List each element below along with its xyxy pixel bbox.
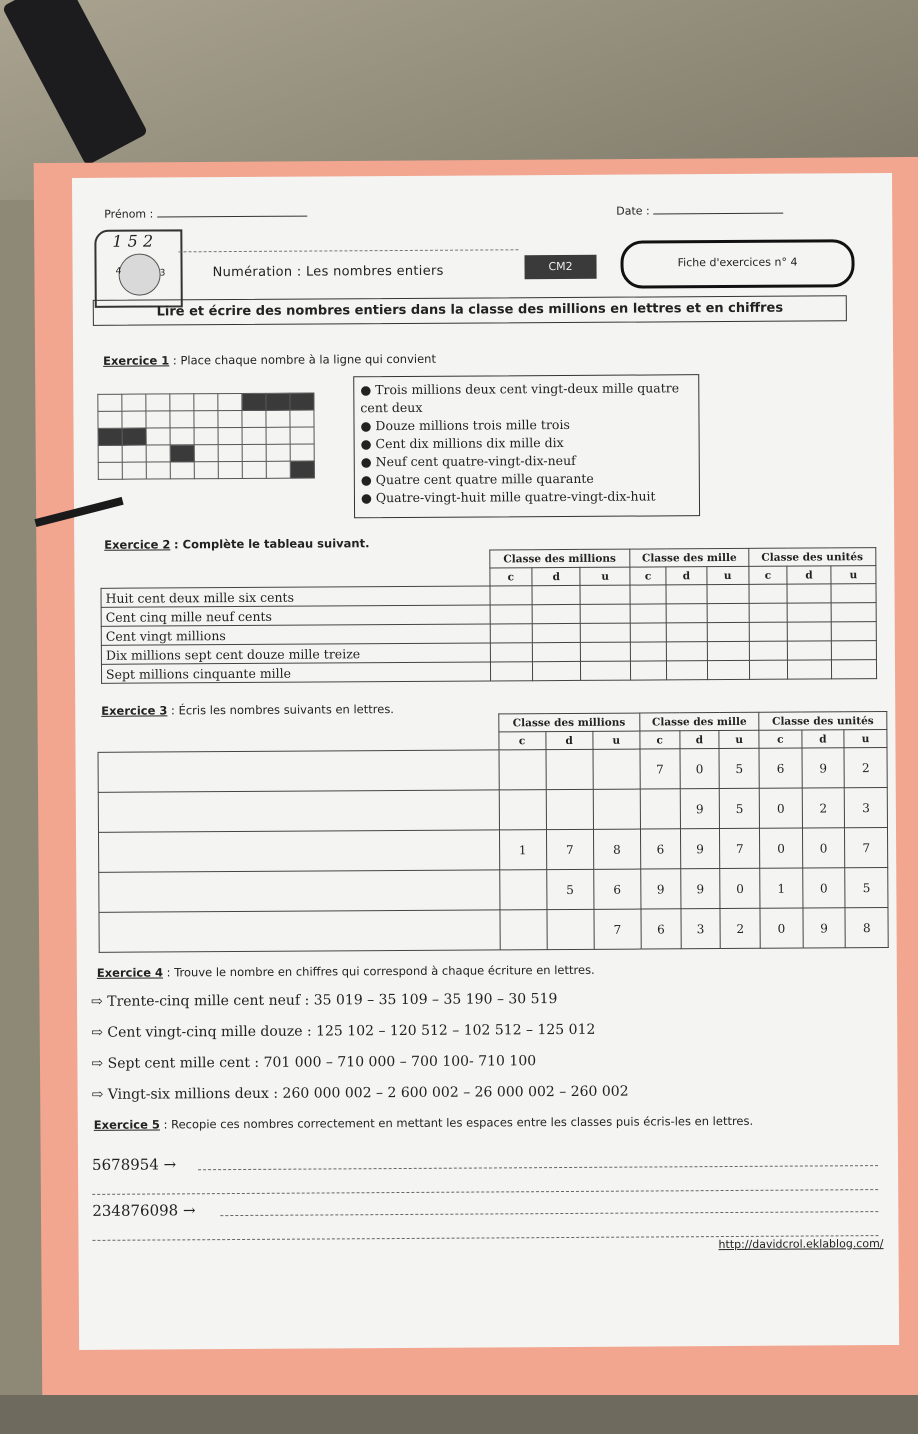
digit-cell: 1 xyxy=(499,830,546,870)
digit-cell xyxy=(499,750,546,790)
digit-cell: 9 xyxy=(680,789,720,829)
date-line xyxy=(653,213,783,215)
answer-cell[interactable] xyxy=(707,660,749,679)
answer-cell[interactable] xyxy=(831,584,876,603)
digit-cell: 7 xyxy=(594,909,641,949)
answer-cell[interactable] xyxy=(749,584,788,603)
answer-line[interactable] xyxy=(98,790,499,832)
answer-line[interactable] xyxy=(92,1189,878,1195)
ex2-row-label: Sept millions cinquante mille xyxy=(101,662,490,683)
answer-cell[interactable] xyxy=(831,641,876,660)
ex4-label: Exercice 4 xyxy=(96,965,164,980)
ex4-list xyxy=(91,991,629,1118)
table-row xyxy=(98,788,887,833)
answer-cell[interactable] xyxy=(831,603,876,622)
col-c: c xyxy=(759,730,802,748)
list-item: ⇨ Trente-cinq mille cent neuf : 35 019 – 35 109 – 35 190 – 30 519 xyxy=(90,991,558,1010)
answer-cell[interactable] xyxy=(831,622,876,641)
col-c: c xyxy=(498,732,545,750)
digit-cell: 2 xyxy=(802,788,845,828)
answer-cell[interactable] xyxy=(532,623,580,642)
digit-cell: 3 xyxy=(845,788,888,828)
answer-cell[interactable] xyxy=(707,603,749,622)
digit-cell: 2 xyxy=(720,908,760,948)
answer-cell[interactable] xyxy=(831,660,876,679)
digit-cell xyxy=(640,789,680,829)
ex1-instruction: : Place chaque nombre à la ligne qui convient xyxy=(172,351,436,368)
answer-cell[interactable] xyxy=(749,660,788,679)
worksheet xyxy=(72,173,899,1350)
col-c: c xyxy=(489,568,532,586)
digit-cell: 7 xyxy=(720,828,760,868)
digit-cell: 6 xyxy=(759,748,802,788)
answer-cell[interactable] xyxy=(581,642,631,661)
ex5-label: Exercice 5 xyxy=(93,1117,160,1132)
ex1-word: ● Quatre cent quatre mille quarante xyxy=(360,470,594,488)
answer-cell[interactable] xyxy=(667,661,708,680)
answer-cell[interactable] xyxy=(707,584,749,603)
ex2-row-label: Cent cinq mille neuf cents xyxy=(101,605,490,626)
answer-cell[interactable] xyxy=(788,660,832,679)
digit-cell: 6 xyxy=(640,829,680,869)
digit-cell: 0 xyxy=(759,788,802,828)
col-u: u xyxy=(593,731,640,749)
answer-cell[interactable] xyxy=(630,585,666,604)
ex3-label: Exercice 3 xyxy=(101,703,168,718)
footer-link[interactable]: http://davidcrol.eklablog.com/ xyxy=(718,1237,884,1252)
digit-cell: 5 xyxy=(719,748,759,788)
logo-box xyxy=(94,229,182,308)
digit-cell: 5 xyxy=(546,869,593,909)
digit-cell: 8 xyxy=(593,829,640,869)
header-dotted-line xyxy=(178,249,518,252)
answer-cell[interactable] xyxy=(787,584,831,603)
list-item: ⇨ Sept cent mille cent : 701 000 – 710 000 – 700 100- 710 100 xyxy=(91,1053,537,1072)
answer-cell[interactable] xyxy=(490,605,533,624)
ex1-word-list xyxy=(353,374,700,518)
answer-cell[interactable] xyxy=(787,603,831,622)
col-u: u xyxy=(844,730,887,748)
col-d: d xyxy=(802,730,845,748)
ex4-instruction: : Trouve le nombre en chiffres qui correspond à chaque écriture en lettres. xyxy=(166,962,595,980)
digit-cell xyxy=(546,789,593,829)
digit-cell: 0 xyxy=(802,828,845,868)
digit-cell: 7 xyxy=(845,828,888,868)
digit-cell xyxy=(499,910,546,950)
answer-cell[interactable] xyxy=(630,604,666,623)
answer-cell[interactable] xyxy=(580,585,630,604)
header-class-mille: Classe des mille xyxy=(630,548,749,567)
answer-line[interactable] xyxy=(99,870,500,912)
list-item: ⇨ Cent vingt-cinq mille douze : 125 102 – 120 512 – 102 512 – 125 012 xyxy=(91,1021,596,1041)
col-u: u xyxy=(580,567,630,585)
digit-cell: 7 xyxy=(546,829,593,869)
ex1-word: ● Trois millions deux cent vingt-deux mille quatre cent deux xyxy=(360,380,680,416)
digit-cell: 9 xyxy=(641,869,681,909)
col-c: c xyxy=(640,731,680,749)
logo-number-right: 3 xyxy=(159,268,166,279)
digit-cell: 0 xyxy=(720,868,760,908)
ex3-table xyxy=(97,711,888,953)
digit-cell xyxy=(593,749,640,789)
background-floor xyxy=(0,1395,918,1434)
header-class-unites: Classe des unités xyxy=(759,712,887,731)
digit-cell: 6 xyxy=(641,909,681,949)
main-title: Lire et écrire des nombres entiers dans la classe des millions en lettres et en chiffres xyxy=(93,295,847,326)
header-class-millions: Classe des millions xyxy=(498,713,640,732)
answer-cell[interactable] xyxy=(788,622,832,641)
digit-cell: 0 xyxy=(802,868,845,908)
answer-line[interactable] xyxy=(220,1211,878,1216)
answer-cell[interactable] xyxy=(490,662,533,681)
digit-cell xyxy=(547,909,594,949)
ex2-row-label: Huit cent deux mille six cents xyxy=(101,586,490,607)
answer-cell[interactable] xyxy=(490,624,533,643)
digit-cell: 5 xyxy=(720,788,760,828)
answer-cell[interactable] xyxy=(631,661,667,680)
answer-cell[interactable] xyxy=(666,604,707,623)
col-u: u xyxy=(719,730,759,748)
col-d: d xyxy=(680,731,720,749)
table-row xyxy=(99,868,888,913)
ex2-label: Exercice 2 xyxy=(104,537,171,552)
answer-cell[interactable] xyxy=(532,585,580,604)
ex1-word: ● Douze millions trois mille trois xyxy=(360,416,570,434)
ex1-heading xyxy=(103,352,436,368)
ex5-heading xyxy=(94,1114,753,1132)
digit-cell: 0 xyxy=(760,908,803,948)
prenom-field xyxy=(104,207,307,221)
prenom-line xyxy=(157,216,307,218)
ex1-word: ● Quatre-vingt-huit mille quatre-vingt-dix-huit xyxy=(360,488,656,506)
ex3-instruction: : Écris les nombres suivants en lettres. xyxy=(170,702,394,718)
table-row xyxy=(98,828,887,873)
answer-line[interactable] xyxy=(99,910,500,952)
digit-cell: 0 xyxy=(680,749,720,789)
answer-cell[interactable] xyxy=(580,604,630,623)
logo-digits: 1 5 2 xyxy=(112,231,154,251)
level-badge: CM2 xyxy=(524,255,596,279)
digit-cell: 9 xyxy=(680,829,720,869)
ex1-word: ● Cent dix millions dix mille dix xyxy=(360,435,564,452)
table-row xyxy=(101,660,876,684)
col-c: c xyxy=(749,566,788,584)
digit-cell: 1 xyxy=(760,868,803,908)
list-item: ⇨ Vingt-six millions deux : 260 000 002 – 2 600 002 – 26 000 002 – 260 002 xyxy=(91,1083,629,1103)
ex2-table xyxy=(100,547,877,684)
digit-cell: 9 xyxy=(802,748,845,788)
digit-cell: 7 xyxy=(640,749,680,789)
date-field xyxy=(616,204,783,218)
col-d: d xyxy=(666,567,707,585)
answer-cell[interactable] xyxy=(667,642,708,661)
col-d: d xyxy=(546,731,593,749)
answer-cell[interactable] xyxy=(581,661,631,680)
answer-cell[interactable] xyxy=(630,623,666,642)
col-d: d xyxy=(532,567,580,585)
date-label: Date : xyxy=(616,204,650,218)
answer-line[interactable] xyxy=(198,1165,878,1170)
table-row xyxy=(99,908,888,953)
header-class-mille: Classe des mille xyxy=(640,712,759,731)
digit-cell: 9 xyxy=(680,869,720,909)
answer-cell[interactable] xyxy=(631,642,667,661)
answer-cell[interactable] xyxy=(666,585,707,604)
col-c: c xyxy=(630,567,666,585)
logo-number-left: 4 xyxy=(115,266,122,277)
digit-cell xyxy=(499,790,546,830)
ex2-row-label: Dix millions sept cent douze mille treize xyxy=(101,643,490,664)
answer-cell[interactable] xyxy=(749,603,788,622)
digit-cell: 0 xyxy=(760,828,803,868)
ex5-item-2: 234876098 → xyxy=(92,1201,196,1220)
answer-cell[interactable] xyxy=(489,586,532,605)
digit-cell: 5 xyxy=(845,868,888,908)
answer-cell[interactable] xyxy=(666,623,707,642)
digit-cell xyxy=(499,870,546,910)
answer-cell[interactable] xyxy=(532,604,580,623)
answer-cell[interactable] xyxy=(788,641,832,660)
digit-cell: 9 xyxy=(803,908,846,948)
digit-cell xyxy=(546,749,593,789)
answer-cell[interactable] xyxy=(533,642,581,661)
answer-cell[interactable] xyxy=(749,641,788,660)
digit-cell xyxy=(593,789,640,829)
answer-cell[interactable] xyxy=(707,641,749,660)
ex1-grid xyxy=(97,393,315,480)
prenom-label: Prénom : xyxy=(104,207,154,221)
digit-cell: 2 xyxy=(844,748,887,788)
col-u: u xyxy=(707,566,749,584)
answer-cell[interactable] xyxy=(581,623,631,642)
digit-cell: 6 xyxy=(593,869,640,909)
answer-cell[interactable] xyxy=(749,622,788,641)
answer-cell[interactable] xyxy=(707,622,749,641)
digit-cell: 8 xyxy=(845,908,888,948)
col-d: d xyxy=(787,566,831,584)
topic-title: Numération : Les nombres entiers xyxy=(212,263,444,281)
digit-cell: 3 xyxy=(681,909,721,949)
ex2-instruction: : Complète le tableau suivant. xyxy=(173,536,370,552)
answer-line[interactable] xyxy=(98,750,499,792)
sheet-number-badge: Fiche d'exercices n° 4 xyxy=(620,239,854,288)
table-row xyxy=(98,748,887,793)
ex4-heading xyxy=(97,963,595,980)
header-class-unites: Classe des unités xyxy=(749,548,876,567)
ex1-word: ● Neuf cent quatre-vingt-dix-neuf xyxy=(360,452,576,470)
ex5-item-1: 5678954 → xyxy=(91,1155,177,1174)
ex1-label: Exercice 1 xyxy=(103,353,170,368)
answer-line[interactable] xyxy=(98,830,499,872)
ex5-instruction: : Recopie ces nombres correctement en mettant les espaces entre les classes puis écris-les en lettres. xyxy=(163,1113,754,1132)
ex2-row-label: Cent vingt millions xyxy=(101,624,490,645)
logo-character-icon xyxy=(115,253,166,295)
header-class-millions: Classe des millions xyxy=(489,549,630,568)
col-u: u xyxy=(831,566,876,584)
answer-cell[interactable] xyxy=(490,643,533,662)
answer-cell[interactable] xyxy=(533,661,581,680)
